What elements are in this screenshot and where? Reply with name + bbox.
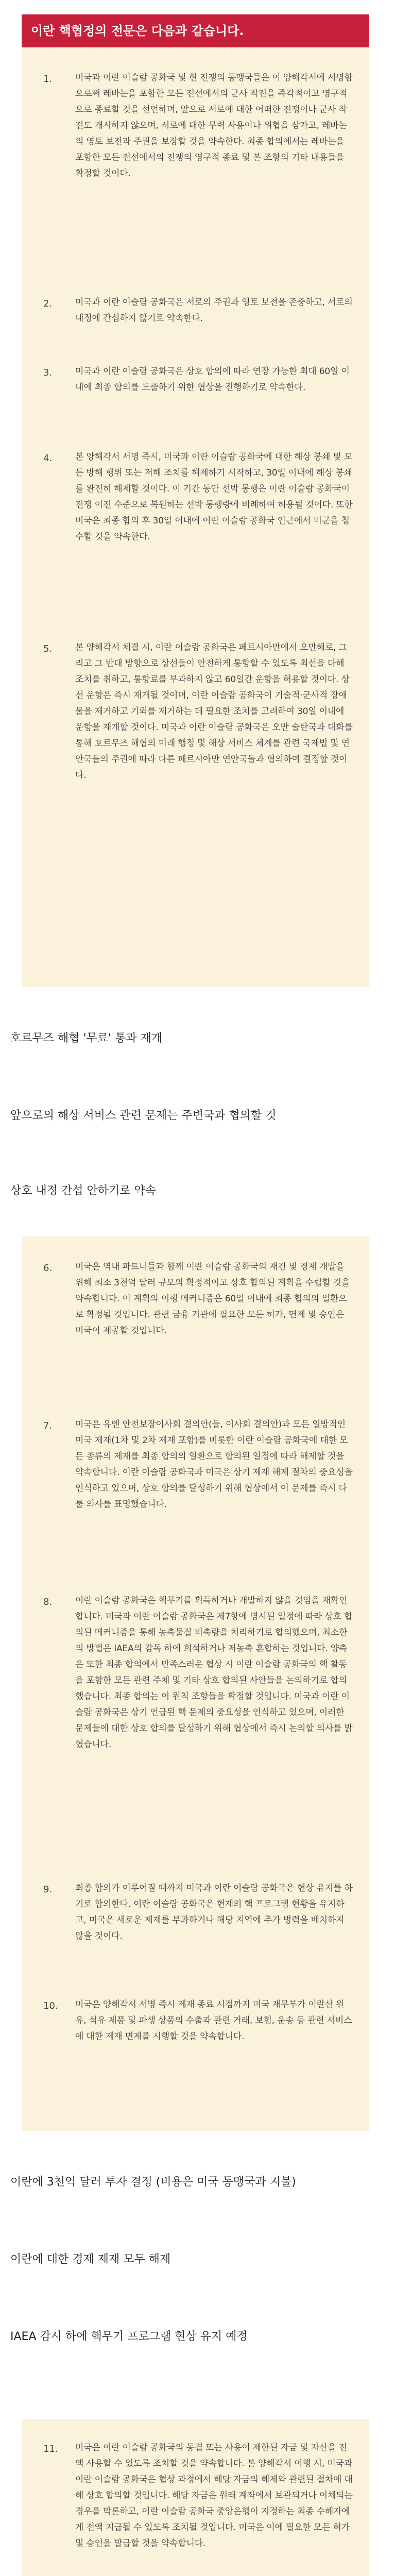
clause-text: 미국과 이란 이슬람 공화국은 서로의 주권과 영토 보전을 존중하고, 서로의 내정에 간섭하지 않기로 약속한다.: [75, 297, 355, 324]
clause-number: 4.: [43, 453, 53, 464]
clause-number: 7.: [43, 1420, 53, 1431]
section-heading: 앞으로의 해상 서비스 관련 문제는 주변국과 협의할 것: [10, 1109, 277, 1122]
clause-number: 10.: [43, 2001, 58, 2011]
clause-number: 2.: [43, 298, 53, 309]
clause-number: 1.: [43, 74, 53, 84]
section-heading: 이란에 3천억 달러 투자 결정 (비용은 미국 동맹국과 지불): [10, 2176, 296, 2189]
section-heading: 호르무즈 해협 '무료' 통과 재개: [10, 1032, 163, 1045]
section-heading: IAEA 감시 하에 핵무기 프로그램 현상 유지 예정: [10, 2330, 248, 2343]
article-header-bar: [22, 14, 369, 47]
clause-text: 미국과 이란 이슬람 공화국은 상호 합의에 따라 연장 가능한 최대 60일 이내에 최종 합의를 도출하기 위한 협상을 진행하기로 약속한다.: [75, 366, 350, 393]
quote-card-1: [22, 47, 369, 987]
clause-text: 미국은 양해각서 서명 즉시 제재 종료 시점까지 미국 재무부가 이란산 원유, 석유 제품 및 파생 상품의 수출과 관련 거래, 보험, 운송 등 관련 서비스에 대한 제재 면제를 시행할 것을 약속합니다.: [75, 1999, 352, 2042]
section-heading: 이란에 대한 경제 제재 모두 해제: [10, 2253, 171, 2266]
clause-number: 6.: [43, 1263, 53, 1274]
clause-text: 미국은 유엔 안전보장이사회 결의안(들, 이사회 결의안)과 모든 일방적인 미국 제재(1차 및 2차 제재 포함)를 비롯한 이란 이슬람 공화국에 대한 모든 종류의 제재를 최종 합의의 일환으로 합의된 일정에 따라 해제할 것을 약속합니다. 이란 이슬람 공화국과 미국은 상기 제재 해제 절차의 중요성을 인식하고 있으며, 상호 합의를 달성하기 위해 협상에서 이 문제를 즉시 다룰 의사를 표명했습니다.: [75, 1419, 355, 1510]
clause-number: 3.: [43, 367, 53, 378]
clause-number: 9.: [43, 1884, 53, 1895]
clause-text: 미국은 역내 파트너들과 함께 이란 이슬람 공화국의 재건 및 경제 개발을 위해 최소 3천억 달러 규모의 확정적이고 상호 합의된 계획을 수립할 것을 약속합니다. 이 계획의 이행 메커니즘은 60일 이내에 최종 합의의 일환으로 확정될 것입니다. 관련 금융 기관에 필요한 모든 허가, 면제 및 승인은 미국이 제공할 것입니다.: [75, 1262, 353, 1336]
section-heading: 상호 내정 간섭 안하기로 약속: [10, 1184, 156, 1197]
clause-text: 본 양해각서 체결 시, 이란 이슬람 공화국은 페르시아만에서 오만해로, 그리고 그 반대 방향으로 상선들이 안전하게 통항할 수 있도록 최선을 다해 조치를 취하고, 통항료를 부과하지 않고 60일간 운항을 허용할 것이다. 상선 운항은 즉시 재개될 것이며, 이란 이슬람 공화국이 기술적·군사적 장애물을 제거하고 기뢰를 제거하는 데 필요한 조치를 고려하여 30일 이내에 운항을 재개할 것이다. 미국과 이란 이슬람 공화국은 오만 술탄국과 대화를 통해 호르무즈 해협의 미래 행정 및 해상 서비스 체계를 관련 국제법 및 연안국들의 주권에 따라 다른 페르시아만 연안국들과 협의하여 결정할 것이다.: [75, 642, 355, 781]
clause-text: 미국과 이란 이슬람 공화국 및 현 전쟁의 동맹국들은 이 양해각서에 서명함으로써 레바논을 포함한 모든 전선에서의 군사 작전을 즉각적이고 영구적으로 종료할 것을 선언하며, 앞으로 서로에 대한 어떠한 전쟁이나 군사 작전도 개시하지 않으며, 서로에 대한 무력 사용이나 위협을 삼가고, 레바논의 영토 보전과 주권을 보장할 것을 약속한다. 최종 합의에서는 레바논을 포함한 모든 전선에서의 전쟁의 영구적 종료 및 본 조항의 기타 내용들을 확정할 것이다.: [75, 73, 353, 179]
article-header-title: 이란 핵협정의 전문은 다음과 같습니다.: [31, 24, 244, 38]
clause-number: 8.: [43, 1597, 53, 1607]
clause-text: 이란 이슬람 공화국은 핵무기를 획득하거나 개발하지 않을 것임을 재확인합니다. 미국과 이란 이슬람 공화국은 제7항에 명시된 일정에 따라 상호 합의된 메커니즘을 통해 농축물질 비축량을 처리하기로 합의했으며, 최소한의 방법은 IAEA의 감독 하에 희석하거나 저농축 혼합하는 것입니다. 양측은 또한 최종 합의에서 만족스러운 협상 시 이란 이슬람 공화국의 핵 활동을 포함한 모든 관련 주체 및 기타 상호 합의된 사안들을 논의하기로 합의했습니다. 최종 합의는 이 원칙 조항들을 확정할 것입니다. 미국과 이란 이슬람 공화국은 상기 언급된 핵 문제의 중요성을 인식하고 있으며, 이러한 문제들에 대한 상호 합의를 달성하기 위해 협상에서 즉시 논의할 의사를 밝혔습니다.: [75, 1596, 353, 1750]
clause-number: 5.: [43, 643, 53, 654]
clause-number: 11.: [43, 2444, 58, 2454]
quote-card-2: [22, 1236, 369, 2131]
clause-text: 본 양해각서 서명 즉시, 미국과 이란 이슬람 공화국에 대한 해상 봉쇄 및 모든 방해 행위 또는 저해 조치를 해제하기 시작하고, 30일 이내에 해상 봉쇄를 완전히 해제할 것이다. 이 기간 동안 선박 통행은 이란 이슬람 공화국이 전쟁 이전 수준으로 복원하는 선박 통행량에 비례하여 허용될 것이다. 또한 미국은 최종 합의 후 30일 이내에 이란 이슬람 공화국 인근에서 미군을 철수할 것을 약속한다.: [75, 452, 355, 542]
quote-card-3: [22, 2419, 369, 2576]
clause-text: 미국은 이란 이슬람 공화국의 동결 또는 사용이 제한된 자금 및 자산을 전액 사용할 수 있도록 조치할 것을 약속합니다. 본 양해각서 이행 시, 미국과 이란 이슬람 공화국은 협상 과정에서 해당 자금의 해제와 관련된 절차에 대해 상호 합의할 것입니다. 해당 자금은 원래 계좌에서 보관되거나 이체되는 경우를 막론하고, 이란 이슬람 공화국 중앙은행이 지정하는 최종 수혜자에게 전액 지급될 수 있도록 조치될 것입니다. 미국은 이에 필요한 모든 허가 및 승인을 발급할 것을 약속합니다.: [75, 2443, 355, 2549]
clause-text: 최종 합의가 이루어질 때까지 미국과 이란 이슬람 공화국은 현상 유지를 하기로 합의한다. 이란 이슬람 공화국은 현재의 핵 프로그램 현황을 유지하고, 미국은 새로운 제재를 부과하거나 해당 지역에 추가 병력을 배치하지 않을 것이다.: [75, 1883, 353, 1941]
